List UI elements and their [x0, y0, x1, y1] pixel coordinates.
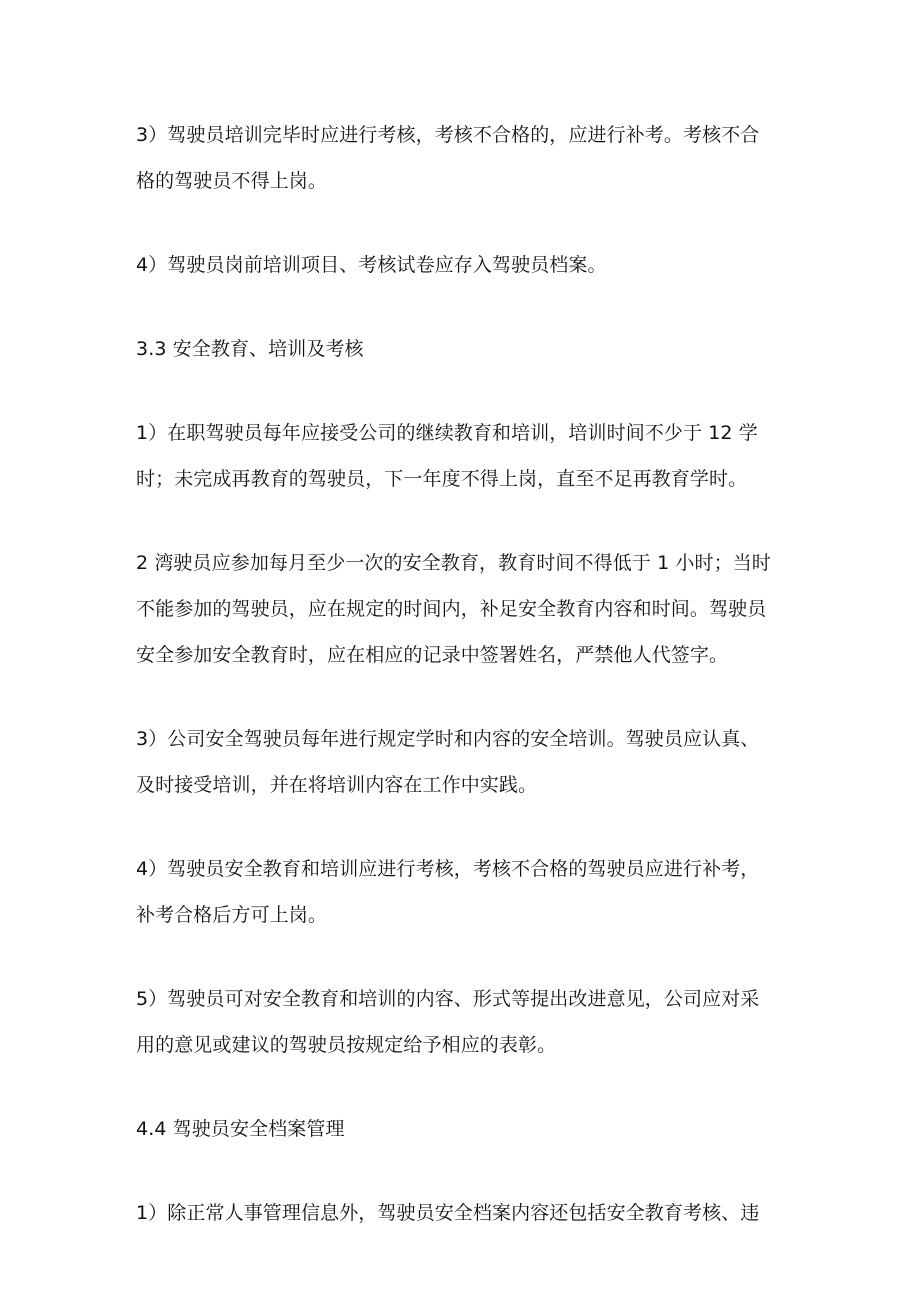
paragraph-driver-training-exam: [136, 112, 800, 204]
paragraph-safety-archive-content: [136, 1190, 800, 1236]
paragraph-improvement-suggestions: [136, 976, 800, 1068]
paragraph-gap: [136, 372, 800, 410]
text-line: 格的驾驶员不得上岗。: [136, 170, 328, 192]
text-line: 时；未完成再教育的驾驶员，下一年度不得上岗，直至不足再教育学时。: [136, 468, 748, 490]
text-line: 4）驾驶员岗前培训项目、考核试卷应存入驾驶员档案。: [136, 254, 607, 276]
text-line: 补考合格后方可上岗。: [136, 904, 328, 926]
text-line: 不能参加的驾驶员，应在规定的时间内，补足安全教育内容和时间。驾驶员: [136, 598, 767, 620]
text-line: 2 湾驶员应参加每月至少一次的安全教育，教育时间不得低于 1 小时；当时: [136, 552, 771, 574]
text-line: 3）驾驶员培训完毕时应进行考核，考核不合格的，应进行补考。考核不合: [136, 124, 760, 146]
section-heading-4-4: [136, 1106, 800, 1152]
text-line: 4.4 驾驶员安全档案管理: [136, 1118, 345, 1140]
paragraph-gap: [136, 938, 800, 976]
section-heading-3-3: [136, 326, 800, 372]
paragraph-annual-safety-training: [136, 716, 800, 808]
text-line: 3.3 安全教育、培训及考核: [136, 338, 364, 360]
text-line: 3）公司安全驾驶员每年进行规定学时和内容的安全培训。驾驶员应认真、: [136, 728, 760, 750]
text-line: 1）在职驾驶员每年应接受公司的继续教育和培训，培训时间不少于 12 学: [136, 422, 758, 444]
paragraph-driver-archive: [136, 242, 800, 288]
paragraph-gap: [136, 204, 800, 242]
paragraph-gap: [136, 502, 800, 540]
paragraph-gap: [136, 808, 800, 846]
paragraph-gap: [136, 1152, 800, 1190]
text-line: 1）除正常人事管理信息外，驾驶员安全档案内容还包括安全教育考核、违: [136, 1202, 760, 1224]
text-line: 及时接受培训，并在将培训内容在工作中实践。: [136, 774, 538, 796]
paragraph-continuing-education: [136, 410, 800, 502]
paragraph-gap: [136, 1068, 800, 1106]
paragraph-gap: [136, 288, 800, 326]
text-line: 4）驾驶员安全教育和培训应进行考核，考核不合格的驾驶员应进行补考，: [136, 858, 760, 880]
text-line: 5）驾驶员可对安全教育和培训的内容、形式等提出改进意见，公司应对采: [136, 988, 760, 1010]
paragraph-training-exam-retake: [136, 846, 800, 938]
text-line: 安全参加安全教育时，应在相应的记录中签署姓名，严禁他人代签字。: [136, 644, 729, 666]
paragraph-monthly-safety-education: [136, 540, 800, 678]
paragraph-gap: [136, 678, 800, 716]
text-line: 用的意见或建议的驾驶员按规定给予相应的表彰。: [136, 1034, 557, 1056]
